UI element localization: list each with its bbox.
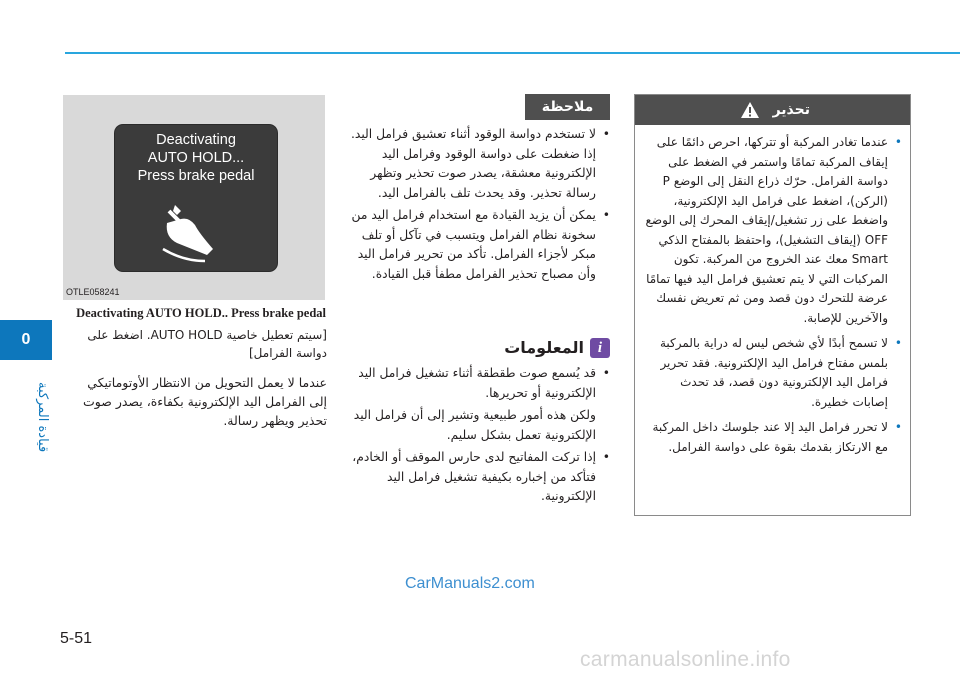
info-icon: i (590, 338, 610, 358)
top-divider (65, 52, 960, 54)
caution-list (345, 125, 610, 287)
figure-caption-english: Deactivating AUTO HOLD.. Press brake pedal (76, 306, 326, 320)
information-list (345, 364, 610, 510)
watermark-link[interactable]: CarManuals2.com (405, 575, 535, 592)
display-message (115, 131, 277, 185)
chapter-number-tab[interactable]: 0 (0, 320, 52, 360)
figure-code: OTLE058241 (66, 287, 120, 297)
figure-caption-arabic: [سيتم تعطيل خاصية AUTO HOLD. اضغط على دواسة الفرامل] (87, 328, 327, 360)
information-item-text: إذا تركت المفاتيح لدى حارس الموقف أو الخادم، فتأكد من إخباره بكيفية تشغيل فرامل اليد الإلكترونية. (352, 450, 596, 503)
information-item-text: قد يُسمع صوت طقطقة أثناء تشغيل فرامل اليد الإلكترونية أو تحريرها. (358, 366, 596, 400)
warning-item-text: لا تحرر فرامل اليد إلا عند جلوسك داخل المركبة مع الارتكاز بقدمك بقوة على دواسة الفرامل. (652, 420, 888, 454)
information-item-text: ولكن هذه أمور طبيعية وتشير إلى أن فرامل اليد الإلكترونية تعمل بشكل سليم. (353, 408, 596, 442)
display-line-2: AUTO HOLD... (147, 150, 245, 166)
information-item: • إذا تركت المفاتيح لدى حارس الموقف أو الخادم، فتأكد من إخباره بكيفية تشغيل فرامل اليد الإلكترونية. (352, 450, 610, 503)
body-paragraph: عندما لا يعمل التحويل من الانتظار الأوتوماتيكي إلى الفرامل اليد الإلكترونية بكفاءة، يصدر صوت تحذير ويظهر رسالة. (83, 375, 327, 428)
chapter-label: قيادة المركبة (35, 381, 50, 453)
brake-pedal-press-icon (159, 203, 229, 263)
information-item: • قد يُسمع صوت طقطقة أثناء تشغيل فرامل اليد الإلكترونية أو تحريرها. (358, 366, 610, 400)
information-item (345, 406, 610, 445)
footer-site-link[interactable]: carmanualsonline.info (580, 648, 791, 671)
warning-title: تحذير (772, 102, 810, 118)
display-line-1: Deactivating (156, 132, 236, 148)
caution-item: • لا تستخدم دواسة الوقود أثناء تعشيق فرامل اليد. إذا ضغطت على دواسة الوقود وفرامل اليد الإلكترونية معشقة، يصدر صوت تحذير وتظهر رسالة تحذير. وقد يحدث تلف بالفرامل اليد. (350, 127, 610, 200)
warning-item: • عندما تغادر المركبة أو تتركها، احرص دائمًا على إيقاف المركبة تمامًا واستمر في الضغط على دواسة الفرامل. حرّك ذراع النقل إلى الوضع P (الركن)، اضغط على فرامل اليد الإلكترونية، واضغط على زر تشغيل/إيقاف المحرك إلى الوضع OFF (إيقاف التشغيل)، واحتفظ بالمفتاح الذكي Smart معك عند الخروج من المركبة. تكون المركبات التي لا يتم تعشيق فرامل اليد فيها تمامًا عرضة للتحرك دون قصد ومن ثم تعريض نفسك والآخرين للإصابة. (645, 135, 902, 325)
warning-item-text: لا تسمح أبدًا لأي شخص ليس له دراية بالمركبة بلمس مفتاح فرامل اليد الإلكترونية. فقد تحرير فرامل اليد الإلكترونية دون قصد، قد تحدث إصابات خطيرة. (659, 336, 888, 409)
caution-item-text: يمكن أن يزيد القيادة مع استخدام فرامل اليد من سخونة نظام الفرامل ويتسبب في تآكل أو تلف مبكر لأجزاء الفرامل. تأكد من تحرير فرامل اليد وأن مصباح تحذير الفرامل مطفأ قبل القيادة. (351, 208, 596, 281)
cluster-display (115, 125, 277, 271)
warning-triangle-icon (740, 101, 760, 119)
page-number: 5-51 (60, 630, 93, 647)
information-header (495, 336, 610, 360)
caution-item-text: لا تستخدم دواسة الوقود أثناء تعشيق فرامل اليد. إذا ضغطت على دواسة الوقود وفرامل اليد الإلكترونية معشقة، يصدر صوت تحذير وتظهر رسالة تحذير. وقد يحدث تلف بالفرامل اليد. (350, 127, 596, 200)
warning-item: • لا تحرر فرامل اليد إلا عند جلوسك داخل المركبة مع الارتكاز بقدمك بقوة على دواسة الفرامل. (652, 420, 902, 454)
warning-box (634, 94, 911, 516)
display-line-3: Press brake pedal (137, 168, 255, 184)
caution-header: ملاحظة (525, 94, 610, 120)
warning-header (635, 95, 910, 125)
information-title: المعلومات (504, 338, 584, 357)
warning-list (635, 125, 910, 457)
warning-item-text: عندما تغادر المركبة أو تتركها، احرص دائمًا على إيقاف المركبة تمامًا واستمر في الضغط على دواسة الفرامل. حرّك ذراع النقل إلى الوضع P (الركن)، اضغط على فرامل اليد الإلكترونية، واضغط على زر تشغيل/إيقاف المحرك إلى الوضع OFF (إيقاف التشغيل)، واحتفظ بالمفتاح الذكي Smart معك عند الخروج من المركبة. تكون المركبات التي لا يتم تعشيق فرامل اليد فيها تمامًا عرضة للتحرك دون قصد ومن ثم تعريض نفسك والآخرين للإصابة. (645, 135, 888, 325)
warning-item: • لا تسمح أبدًا لأي شخص ليس له دراية بالمركبة بلمس مفتاح فرامل اليد الإلكترونية. فقد تحرير فرامل اليد الإلكترونية دون قصد، قد تحدث إصابات خطيرة. (659, 336, 902, 409)
caution-item: • يمكن أن يزيد القيادة مع استخدام فرامل اليد من سخونة نظام الفرامل ويتسبب في تآكل أو تلف مبكر لأجزاء الفرامل. تأكد من تحرير فرامل اليد وأن مصباح تحذير الفرامل مطفأ قبل القيادة. (351, 208, 610, 281)
